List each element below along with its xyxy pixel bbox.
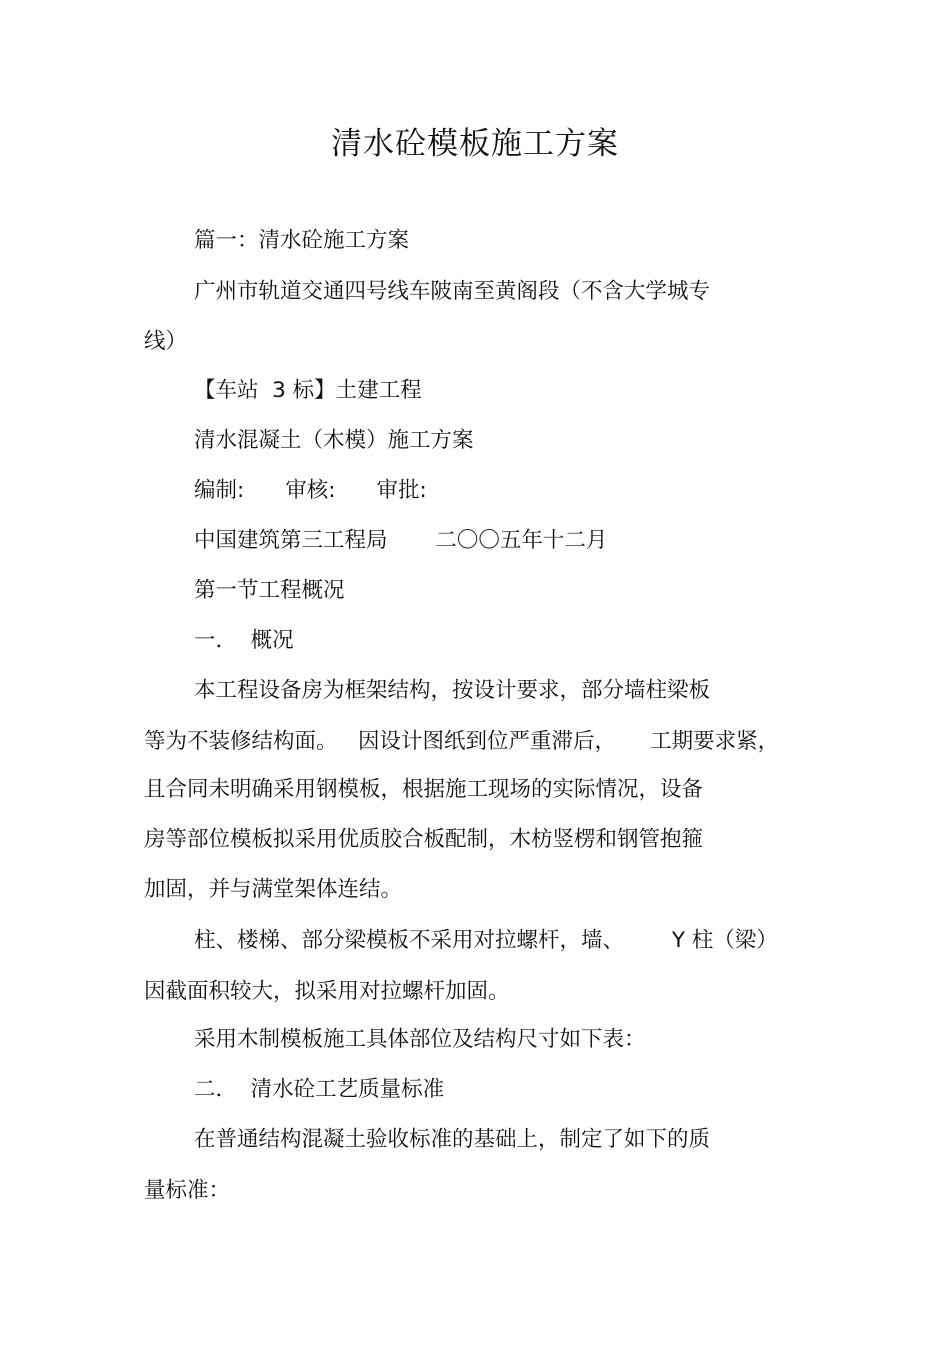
text-line-14: 加固，并与满堂架体连结。	[144, 877, 403, 902]
text-line-12: 且合同未明确采用钢模板，根据施工现场的实际情况，设备	[144, 777, 704, 802]
text-line-19: 在普通结构混凝土验收标准的基础上，制定了如下的质	[194, 1127, 711, 1152]
text-line-13: 房等部位模板拟采用优质胶合板配制，木枋竖楞和钢管抱箍	[144, 827, 704, 852]
text-line-10: 本工程设备房为框架结构，按设计要求，部分墙柱梁板	[194, 678, 711, 703]
text-line-1: 篇一：清水砼施工方案	[194, 228, 410, 253]
text-line-7: 中国建筑第三工程局 二〇〇五年十二月	[194, 528, 608, 553]
text-line-17: 采用木制模板施工具体部位及结构尺寸如下表：	[194, 1027, 646, 1052]
text-line-18: 二． 清水砼工艺质量标准	[194, 1077, 445, 1102]
text-line-9: 一． 概况	[194, 628, 294, 653]
text-line-20: 量标准：	[144, 1178, 231, 1203]
text-line-15: 柱、楼梯、部分梁模板不采用对拉螺杆，墙、 Y 柱（梁）	[194, 928, 778, 953]
text-line-4: 【车站 3 标】土建工程	[194, 378, 422, 403]
document-title: 清水砼模板施工方案	[331, 126, 619, 162]
text-line-16: 因截面积较大，拟采用对拉螺杆加固。	[144, 979, 510, 1004]
text-line-8: 第一节工程概况	[194, 578, 345, 603]
text-line-11: 等为不装修结构面。 因设计图纸到位严重滞后， 工期要求紧，	[144, 729, 780, 754]
text-line-5: 清水混凝土（木模）施工方案	[194, 428, 474, 453]
text-line-6: 编制: 审核: 审批:	[194, 478, 427, 503]
text-line-3: 线）	[144, 329, 188, 354]
text-line-2: 广州市轨道交通四号线车陂南至黄阁段（不含大学城专	[194, 279, 711, 304]
